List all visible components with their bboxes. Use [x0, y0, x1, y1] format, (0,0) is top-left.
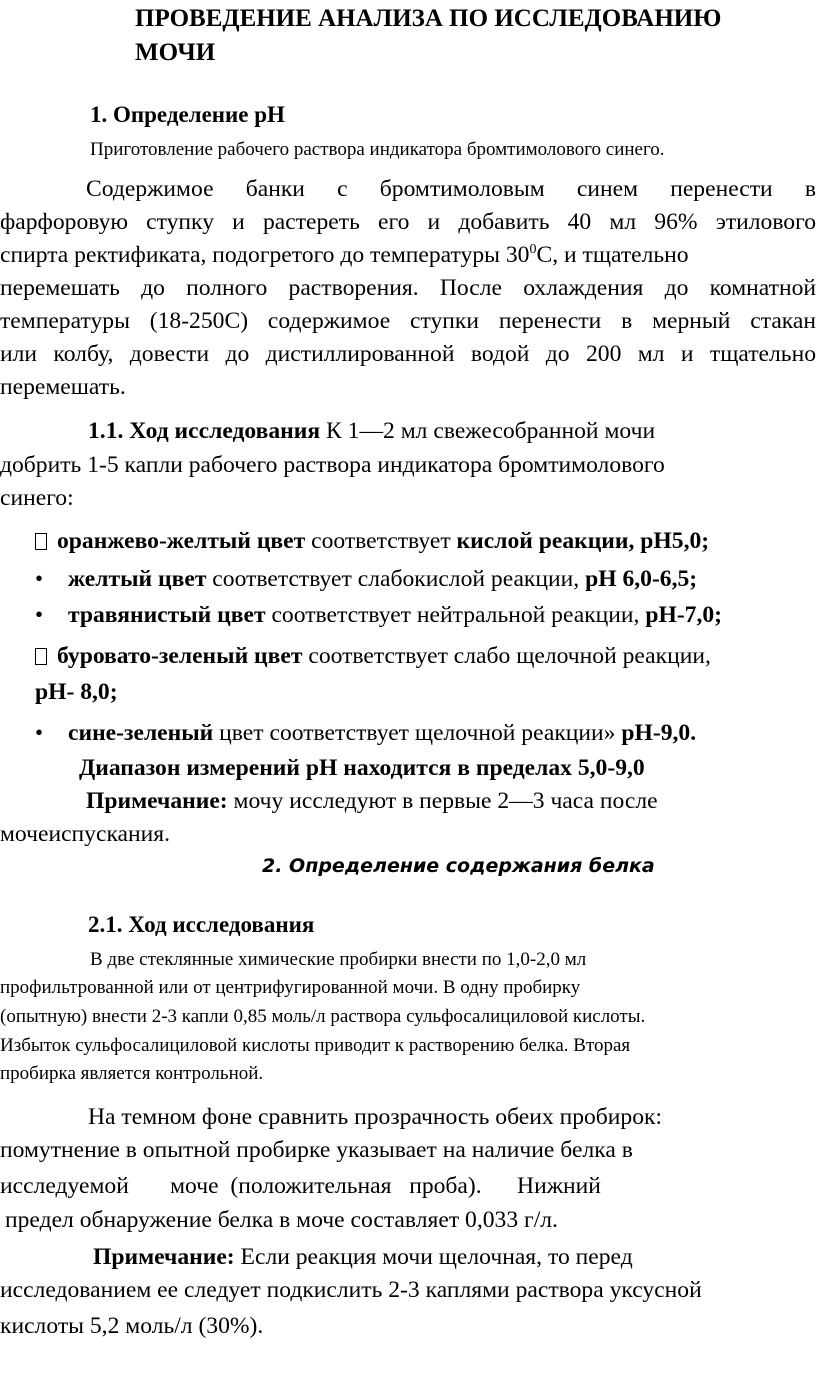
- range-statement: Диапазон измерений рН находится в пределах 5,0-9,0: [79, 755, 645, 781]
- result-item: буровато-зеленый цвет соответствует слабо щелочной реакции,: [35, 643, 711, 670]
- paragraph-line: [0, 242, 816, 269]
- paragraph-line: На темном фоне сравнить прозрачность обеих пробирок:: [88, 1104, 663, 1130]
- paragraph-line: предел обнаружение белка в моче составляет 0,033 г/л.: [5, 1207, 558, 1233]
- note-2-line-1: Примечание: Если реакция мочи щелочная, то перед: [93, 1244, 633, 1270]
- paragraph-line: температуры (18-250С) содержимое ступки перенести в мерный стакан: [0, 308, 816, 334]
- paragraph-segment: спирта ректификата, подогретого до температуры $30^0С$, и тщательно: [0, 242, 689, 268]
- paragraph-line: Избыток сульфосалициловой кислоты приводит к растворению белка. Вторая: [0, 1035, 631, 1056]
- paragraph-line: профильтрованной или от центрифугированной мочи. В одну пробирку: [0, 977, 581, 998]
- paragraph-line: перемешать.: [0, 374, 126, 400]
- section-1-subheading: Приготовление рабочего раствора индикатора бромтимолового синего.: [90, 139, 665, 160]
- procedure-line-2: добрить 1-5 капли рабочего раствора индикатора бромтимолового: [0, 452, 665, 478]
- paragraph-line: или колбу, довести до дистиллированной водой до 200 мл и тщательно: [0, 341, 816, 367]
- result-item-continuation: рН- 8,0;: [35, 679, 118, 705]
- procedure-text: К 1—2 мл свежесобранной мочи: [320, 418, 656, 444]
- bullet-icon: •: [34, 602, 44, 627]
- paragraph-line: пробирка является контрольной.: [0, 1063, 264, 1084]
- result-item: желтый цвет соответствует слабокислой реакции, рН 6,0-6,5;: [68, 566, 698, 592]
- note-2-line-2: исследованием ее следует подкислить 2-3 каплями раствора уксусной: [0, 1277, 702, 1303]
- note-line-1: Примечание: мочу исследуют в первые 2—3 часа после: [86, 788, 658, 814]
- section-2-heading: 2. Определение содержания белка: [262, 855, 655, 877]
- note-line-2: мочеиспускания.: [0, 821, 171, 847]
- superscript: 0: [529, 242, 537, 257]
- note-label: Примечание:: [86, 788, 228, 814]
- procedure-line-3: синего:: [0, 485, 74, 511]
- procedure-line-1: [88, 418, 655, 445]
- result-item: оранжево-желтый цвет соответствует кислой реакции, рН5,0;: [35, 528, 709, 555]
- paragraph-line: В две стеклянные химические пробирки внести по 1,0-2,0 мл: [90, 949, 587, 970]
- page-title-line-2: МОЧИ: [135, 39, 216, 66]
- page-title-line-1: ПРОВЕДЕНИЕ АНАЛИЗА ПО ИССЛЕДОВАНИЮ: [135, 5, 722, 32]
- note-label: Примечание:: [93, 1244, 235, 1270]
- checkbox-glyph-icon: [35, 648, 47, 665]
- paragraph-line: фарфоровую ступку и растереть его и добавить 40 мл 96% этилового: [0, 209, 816, 235]
- checkbox-glyph-icon: [35, 533, 47, 550]
- bullet-icon: •: [34, 566, 44, 591]
- paragraph-line: (опытную) внести 2-3 капли 0,85 моль/л раствора сульфосалициловой кислоты.: [0, 1006, 646, 1027]
- paragraph-line: перемешать до полного растворения. После охлаждения до комнатной: [0, 275, 816, 301]
- section-1-heading: 1. Определение рН: [90, 102, 285, 127]
- result-item: сине-зеленый цвет соответствует щелочной реакции» рН-9,0.: [68, 720, 697, 746]
- section-2-procedure-heading: 2.1. Ход исследования: [88, 912, 315, 937]
- paragraph-line: исследуемой моче (положительная проба). Нижний: [0, 1173, 601, 1199]
- paragraph-line: Содержимое банки с бромтимоловым синем перенести в: [86, 176, 816, 202]
- paragraph-line: помутнение в опытной пробирке указывает на наличие белка в: [0, 1137, 633, 1163]
- procedure-heading: 1.1. Ход исследования: [88, 418, 321, 444]
- note-2-line-3: кислоты 5,2 моль/л (30%).: [0, 1313, 264, 1339]
- result-item: травянистый цвет соответствует нейтральной реакции, рН-7,0;: [68, 602, 723, 628]
- bullet-icon: •: [34, 720, 44, 745]
